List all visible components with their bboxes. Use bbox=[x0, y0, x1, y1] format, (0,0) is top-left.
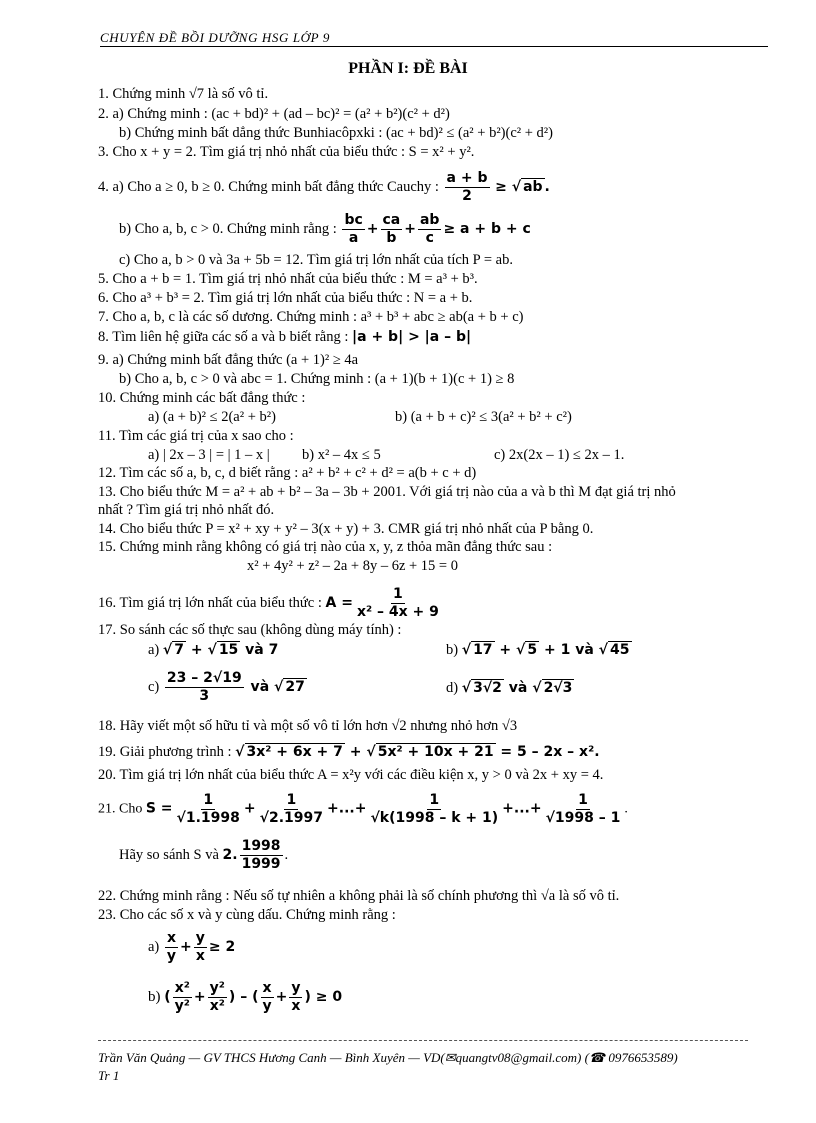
problem-10b: b) (a + b + c)² ≤ 3(a² + b² + c²) bbox=[395, 409, 572, 425]
cauchy-fraction: $\frac{a + b}{2}$ bbox=[446, 170, 488, 204]
problem-16: 16. Tìm giá trị lớn nhất của biểu thức : A = $\frac{1}{\text{x² – 4x + 9}}$ bbox=[98, 586, 439, 620]
problem-11b: b) x² – 4x ≤ 5 bbox=[302, 447, 381, 463]
problem-4c: c) Cho a, b > 0 và 3a + 5b = 12. Tìm giá trị lớn nhất của tích P = ab. bbox=[119, 252, 513, 268]
problem-9b: b) Cho a, b, c > 0 và abc = 1. Chứng minh : (a + 1)(b + 1)(c + 1) ≥ 8 bbox=[119, 371, 515, 387]
problem-19: 19. Giải phương trình : √ 3x² + 6x + 7 + √ 5x² + 10x + 21 = 5 – 2x – x². bbox=[98, 744, 600, 760]
problem-11: 11. Tìm các giá trị của x sao cho : bbox=[98, 428, 294, 444]
problem-10: 10. Chứng minh các bất đẳng thức : bbox=[98, 390, 306, 406]
problem-17: 17. So sánh các số thực sau (không dùng máy tính) : bbox=[98, 622, 402, 638]
problem-2b: b) Chứng minh bất dẳng thức Bunhiacôpxki : (ac + bd)² ≤ (a² + b²)(c² + d²) bbox=[119, 125, 553, 141]
page-header: CHUYÊN ĐỀ BỒI DƯỠNG HSG LỚP 9 bbox=[100, 31, 768, 47]
problem-17b: b) √ 17 + √ 5 + 1 và √ 45 bbox=[446, 642, 630, 658]
problem-22: 22. Chứng minh rằng : Nếu số tự nhiên a không phải là số chính phương thì √a là số vô tỉ. bbox=[98, 888, 620, 904]
problem-10a: a) (a + b)² ≤ 2(a² + b²) bbox=[148, 409, 276, 425]
problem-1: 1. Chứng minh √7 là số vô tỉ. bbox=[98, 86, 269, 102]
problem-15: 15. Chứng minh rằng không có giá trị nào của x, y, z thỏa mãn đẳng thức sau : bbox=[98, 539, 553, 555]
problem-9a: 9. a) Chứng minh bất đẳng thức (a + 1)² ≥ 4a bbox=[98, 352, 359, 368]
problem-7: 7. Cho a, b, c là các số dương. Chứng minh : a³ + b³ + abc ≥ ab(a + b + c) bbox=[98, 309, 524, 325]
problem-23a: a) $\frac{x}{y}$ + $\frac{y}{x}$ ≥ 2 bbox=[148, 930, 236, 964]
problem-13-cont: nhất ? Tìm giá trị nhỏ nhất đó. bbox=[98, 502, 275, 518]
problem-11c: c) 2x(2x – 1) ≤ 2x – 1. bbox=[494, 447, 625, 463]
problem-2a: 2. a) Chứng minh : (ac + bd)² + (ad – bc)² = (a² + b²)(c² + d²) bbox=[98, 106, 450, 122]
problem-5: 5. Cho a + b = 1. Tìm giá trị nhỏ nhất của biểu thức : M = a³ + b³. bbox=[98, 271, 478, 287]
footer-author: Trần Văn Quảng — GV THCS Hương Canh — Bình Xuyên — VD(✉quangtv08@gmail.com) (☎ 0976653589) bbox=[98, 1050, 678, 1065]
problem-11a: a) | 2x – 3 | = | 1 – x | bbox=[148, 447, 270, 463]
problem-3: 3. Cho x + y = 2. Tìm giá trị nhỏ nhất của biểu thức : S = x² + y². bbox=[98, 144, 475, 160]
problem-14: 14. Cho biểu thức P = x² + xy + y² – 3(x + y) + 3. CMR giá trị nhỏ nhất của P bằng 0. bbox=[98, 521, 594, 537]
problem-15-eq: x² + 4y² + z² – 2a + 8y – 6z + 15 = 0 bbox=[247, 558, 458, 574]
problem-18: 18. Hãy viết một số hữu tỉ và một số vô tỉ lớn hơn √2 nhưng nhỏ hơn √3 bbox=[98, 718, 518, 734]
problem-8: 8. Tìm liên hệ giữa các số a và b biết rằng : |a + b| > |a – b| bbox=[98, 329, 472, 345]
footer-divider bbox=[98, 1040, 748, 1041]
problem-17a: a) √ 7 + √ 15 và 7 bbox=[148, 642, 279, 658]
problem-4a: 4. a) Cho a ≥ 0, b ≥ 0. Chứng minh bất đẳng thức Cauchy : $\frac{a + b}{2}$ ≥ √ ab . bbox=[98, 170, 550, 204]
problem-13: 13. Cho biểu thức M = a² + ab + b² – 3a – 3b + 2001. Với giá trị nào của a và b thì M đạt giá trị nhỏ bbox=[98, 484, 676, 500]
problem-12: 12. Tìm các số a, b, c, d biết rằng : a² + b² + c² + d² = a(b + c + d) bbox=[98, 465, 477, 481]
problem-17d: d) √ 3√2 và √ 2√3 bbox=[446, 680, 573, 696]
problem-17c: c) $\frac{23 - 2√19}{3}$ và √ 27 bbox=[148, 670, 305, 704]
problem-6: 6. Cho a³ + b³ = 2. Tìm giá trị lớn nhất của biểu thức : N = a + b. bbox=[98, 290, 473, 306]
problem-21: 21. Cho S = $\frac{1}{√1.1998}$ + $\frac{1}{√2.1997}$ +...+ $\frac{1}{√k(1998 - k + 1)}$ +...+ $\frac{1}{√1998 - 1}$ . bbox=[98, 792, 628, 826]
problem-4b: b) Cho a, b, c > 0. Chứng minh rằng : $\frac{bc}{a}$ + $\frac{ca}{b}$ + $\frac{ab}{c}$ ≥ a + b + c bbox=[119, 212, 531, 246]
problem-20: 20. Tìm giá trị lớn nhất của biểu thức A = x²y với các điều kiện x, y > 0 và 2x + xy = 4. bbox=[98, 767, 604, 783]
problem-23: 23. Cho các số x và y cùng dấu. Chứng minh rằng : bbox=[98, 907, 396, 923]
problem-21-compare: Hãy so sánh S và 2. $\frac{1998}{1999}$ . bbox=[119, 838, 289, 872]
page-number: Tr 1 bbox=[98, 1068, 120, 1083]
problem-23b: b) ( $\frac{\text{x²}}{\text{y²}}$ + $\frac{\text{y²}}{\text{x²}}$ ) – ( $\frac{x}{y}$ + $\frac{y}{x}$ ) ≥ 0 bbox=[148, 980, 343, 1014]
page-title: PHẦN I: ĐỀ BÀI bbox=[348, 60, 468, 77]
